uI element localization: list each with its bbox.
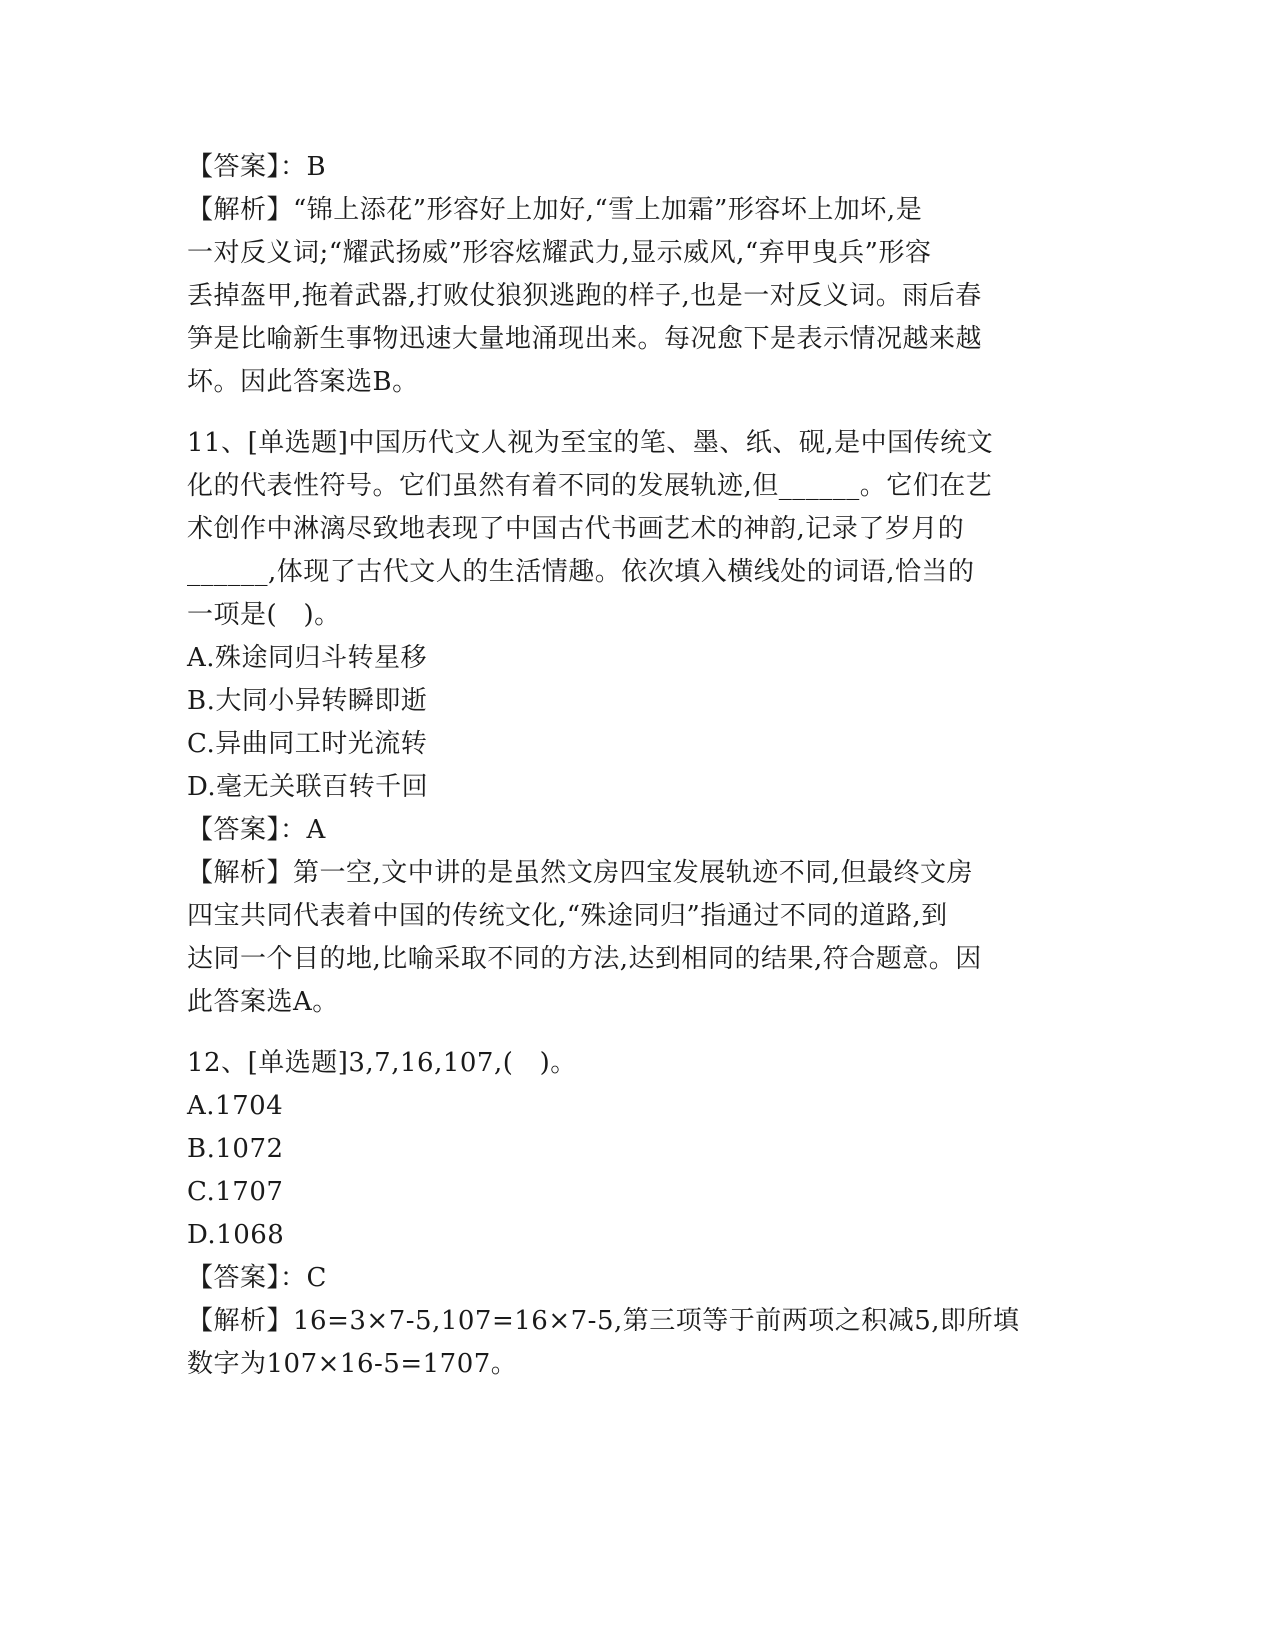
document-page xyxy=(187,146,1087,1386)
q12-option-a: A.1704 xyxy=(187,1091,284,1121)
q11-option-b: B.大同小异转瞬即逝 xyxy=(187,686,428,716)
q11-stem-line: ______,体现了古代文人的生活情趣。依次填入横线处的词语,恰当的 xyxy=(187,557,975,587)
q10-analysis-line: 坏。因此答案选B。 xyxy=(187,367,419,397)
q10-analysis-line: 【解析】“锦上添花”形容好上加好,“雪上加霜”形容坏上加坏,是 xyxy=(187,195,923,225)
q11-option-a: A.殊途同归斗转星移 xyxy=(187,643,428,673)
q10-analysis-line: 笋是比喻新生事物迅速大量地涌现出来。每况愈下是表示情况越来越 xyxy=(187,324,983,354)
q11-analysis-line: 达同一个目的地,比喻采取不同的方法,达到相同的结果,符合题意。因 xyxy=(187,944,982,974)
q10-block xyxy=(187,146,1087,404)
q11-stem-line: 11、[单选题]中国历代文人视为至宝的笔、墨、纸、砚,是中国传统文 xyxy=(187,428,994,458)
q11-analysis-line: 四宝共同代表着中国的传统文化,“殊途同归”指通过不同的道路,到 xyxy=(187,901,948,931)
q11-option-c: C.异曲同工时光流转 xyxy=(187,729,428,759)
q12-option-d: D.1068 xyxy=(187,1220,285,1250)
q10-analysis-line: 一对反义词;“耀武扬威”形容炫耀武力,显示威风,“弃甲曳兵”形容 xyxy=(187,238,932,268)
q11-stem-line: 术创作中淋漓尽致地表现了中国古代书画艺术的神韵,记录了岁月的 xyxy=(187,514,965,544)
q11-analysis-line: 此答案选A。 xyxy=(187,987,339,1017)
q10-analysis-line: 丢掉盔甲,拖着武器,打败仗狼狈逃跑的样子,也是一对反义词。雨后春 xyxy=(187,281,982,311)
q12-analysis-line: 【解析】16=3×7-5,107=16×7-5,第三项等于前两项之积减5,即所填 xyxy=(187,1306,1020,1336)
q12-stem-line: 12、[单选题]3,7,16,107,( )。 xyxy=(187,1048,577,1078)
q12-analysis-line: 数字为107×16-5=1707。 xyxy=(187,1349,518,1379)
spacer xyxy=(187,1024,1087,1042)
q12-answer: 【答案】：C xyxy=(187,1263,327,1293)
q12-block xyxy=(187,1042,1087,1386)
q12-option-c: C.1707 xyxy=(187,1177,284,1207)
q11-stem-line: 一项是( )。 xyxy=(187,600,341,630)
q11-analysis-line: 【解析】第一空,文中讲的是虽然文房四宝发展轨迹不同,但最终文房 xyxy=(187,858,974,888)
q11-option-d: D.毫无关联百转千回 xyxy=(187,772,429,802)
spacer xyxy=(187,404,1087,422)
q10-answer: 【答案】：B xyxy=(187,152,327,182)
q11-stem-line: 化的代表性符号。它们虽然有着不同的发展轨迹,但______。它们在艺 xyxy=(187,471,993,501)
q11-block xyxy=(187,422,1087,1024)
q11-answer: 【答案】：A xyxy=(187,815,326,845)
q12-option-b: B.1072 xyxy=(187,1134,284,1164)
